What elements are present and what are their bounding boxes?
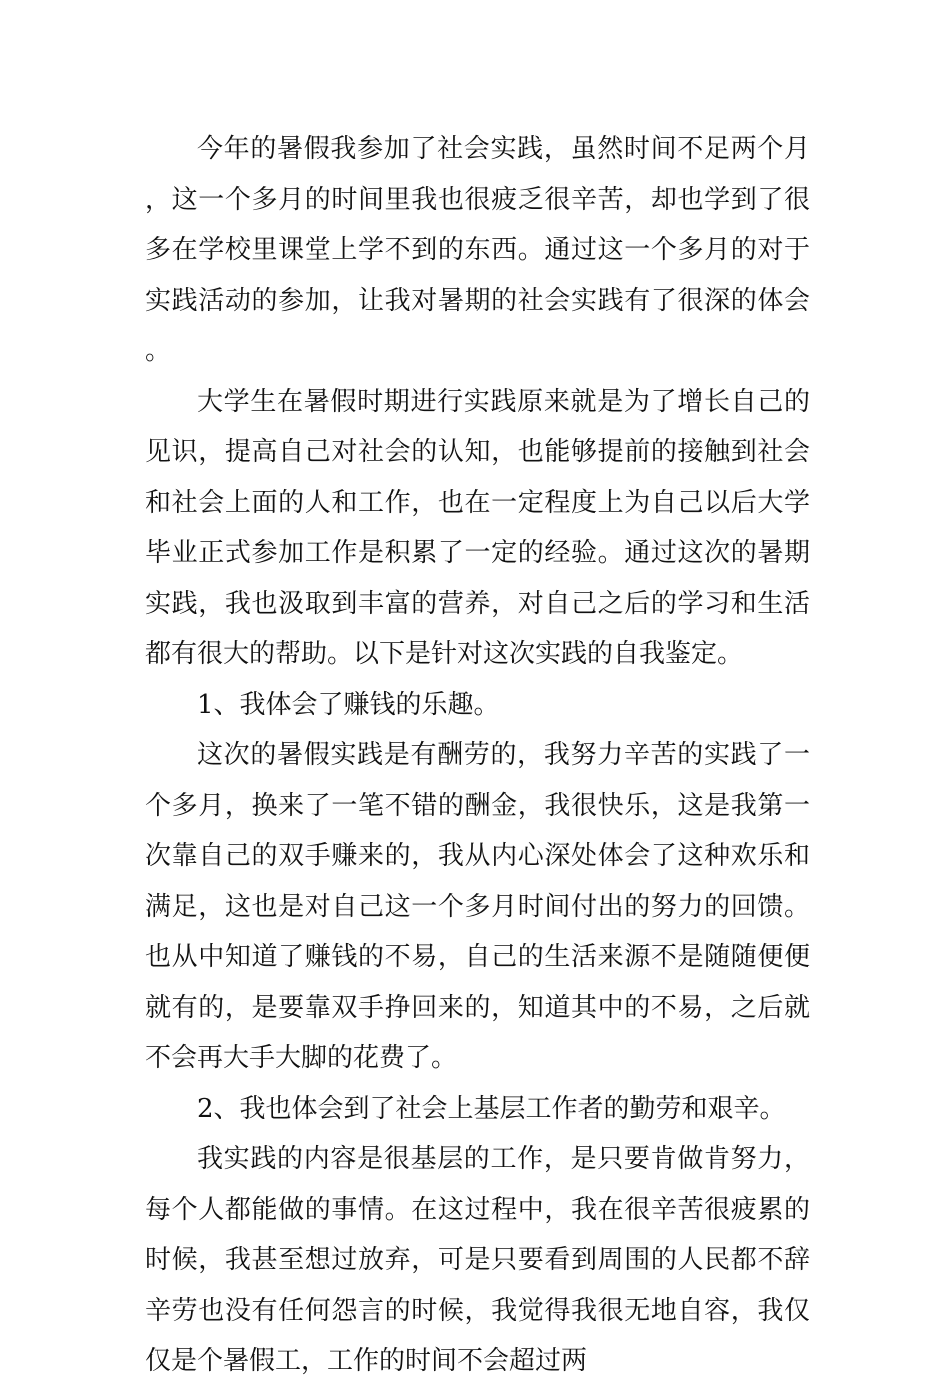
paragraph-purpose: 大学生在暑假时期进行实践原来就是为了增长自己的见识，提高自己对社会的认知，也能够提前的接触到社会和社会上面的人和工作，也在一定程度上为自己以后大学毕业正式参加工作是积累了一定的经验。通过这次的暑期实践，我也汲取到丰富的营养，对自己之后的学习和生活都有很大的帮助。以下是针对这次实践的自我鉴定。 <box>145 386 810 669</box>
paragraph-earning: 这次的暑假实践是有酬劳的，我努力辛苦的实践了一个多月，换来了一笔不错的酬金，我很快乐，这是我第一次靠自己的双手赚来的，我从内心深处体会了这种欢乐和满足，这也是对自己这一个多月时间付出的努力的回馈。也从中知道了赚钱的不易，自己的生活来源不是随随便便就有的，是要靠双手挣回来的，知道其中的不易，之后就不会再大手大脚的花费了。 <box>145 740 810 1073</box>
section-heading-1: 1、我体会了赚钱的乐趣。 <box>197 689 500 720</box>
section-heading-2: 2、我也体会到了社会上基层工作者的勤劳和艰辛。 <box>197 1093 786 1124</box>
paragraph-grassroots: 我实践的内容是很基层的工作，是只要肯做肯努力，每个人都能做的事情。在这过程中，我在很辛苦很疲累的时候，我甚至想过放弃，可是只要看到周围的人民都不辞辛劳也没有任何怨言的时候，我觉得我很无地自容，我仅仅是个暑假工，工作的时间不会超过两 <box>145 1144 810 1376</box>
paragraph-intro: 今年的暑假我参加了社会实践，虽然时间不足两个月，这一个多月的时间里我也很疲乏很辛苦，却也学到了很多在学校里课堂上学不到的东西。通过这一个多月的对于实践活动的参加，让我对暑期的社会实践有了很深的体会。 <box>145 134 810 366</box>
document-body <box>145 124 810 1387</box>
